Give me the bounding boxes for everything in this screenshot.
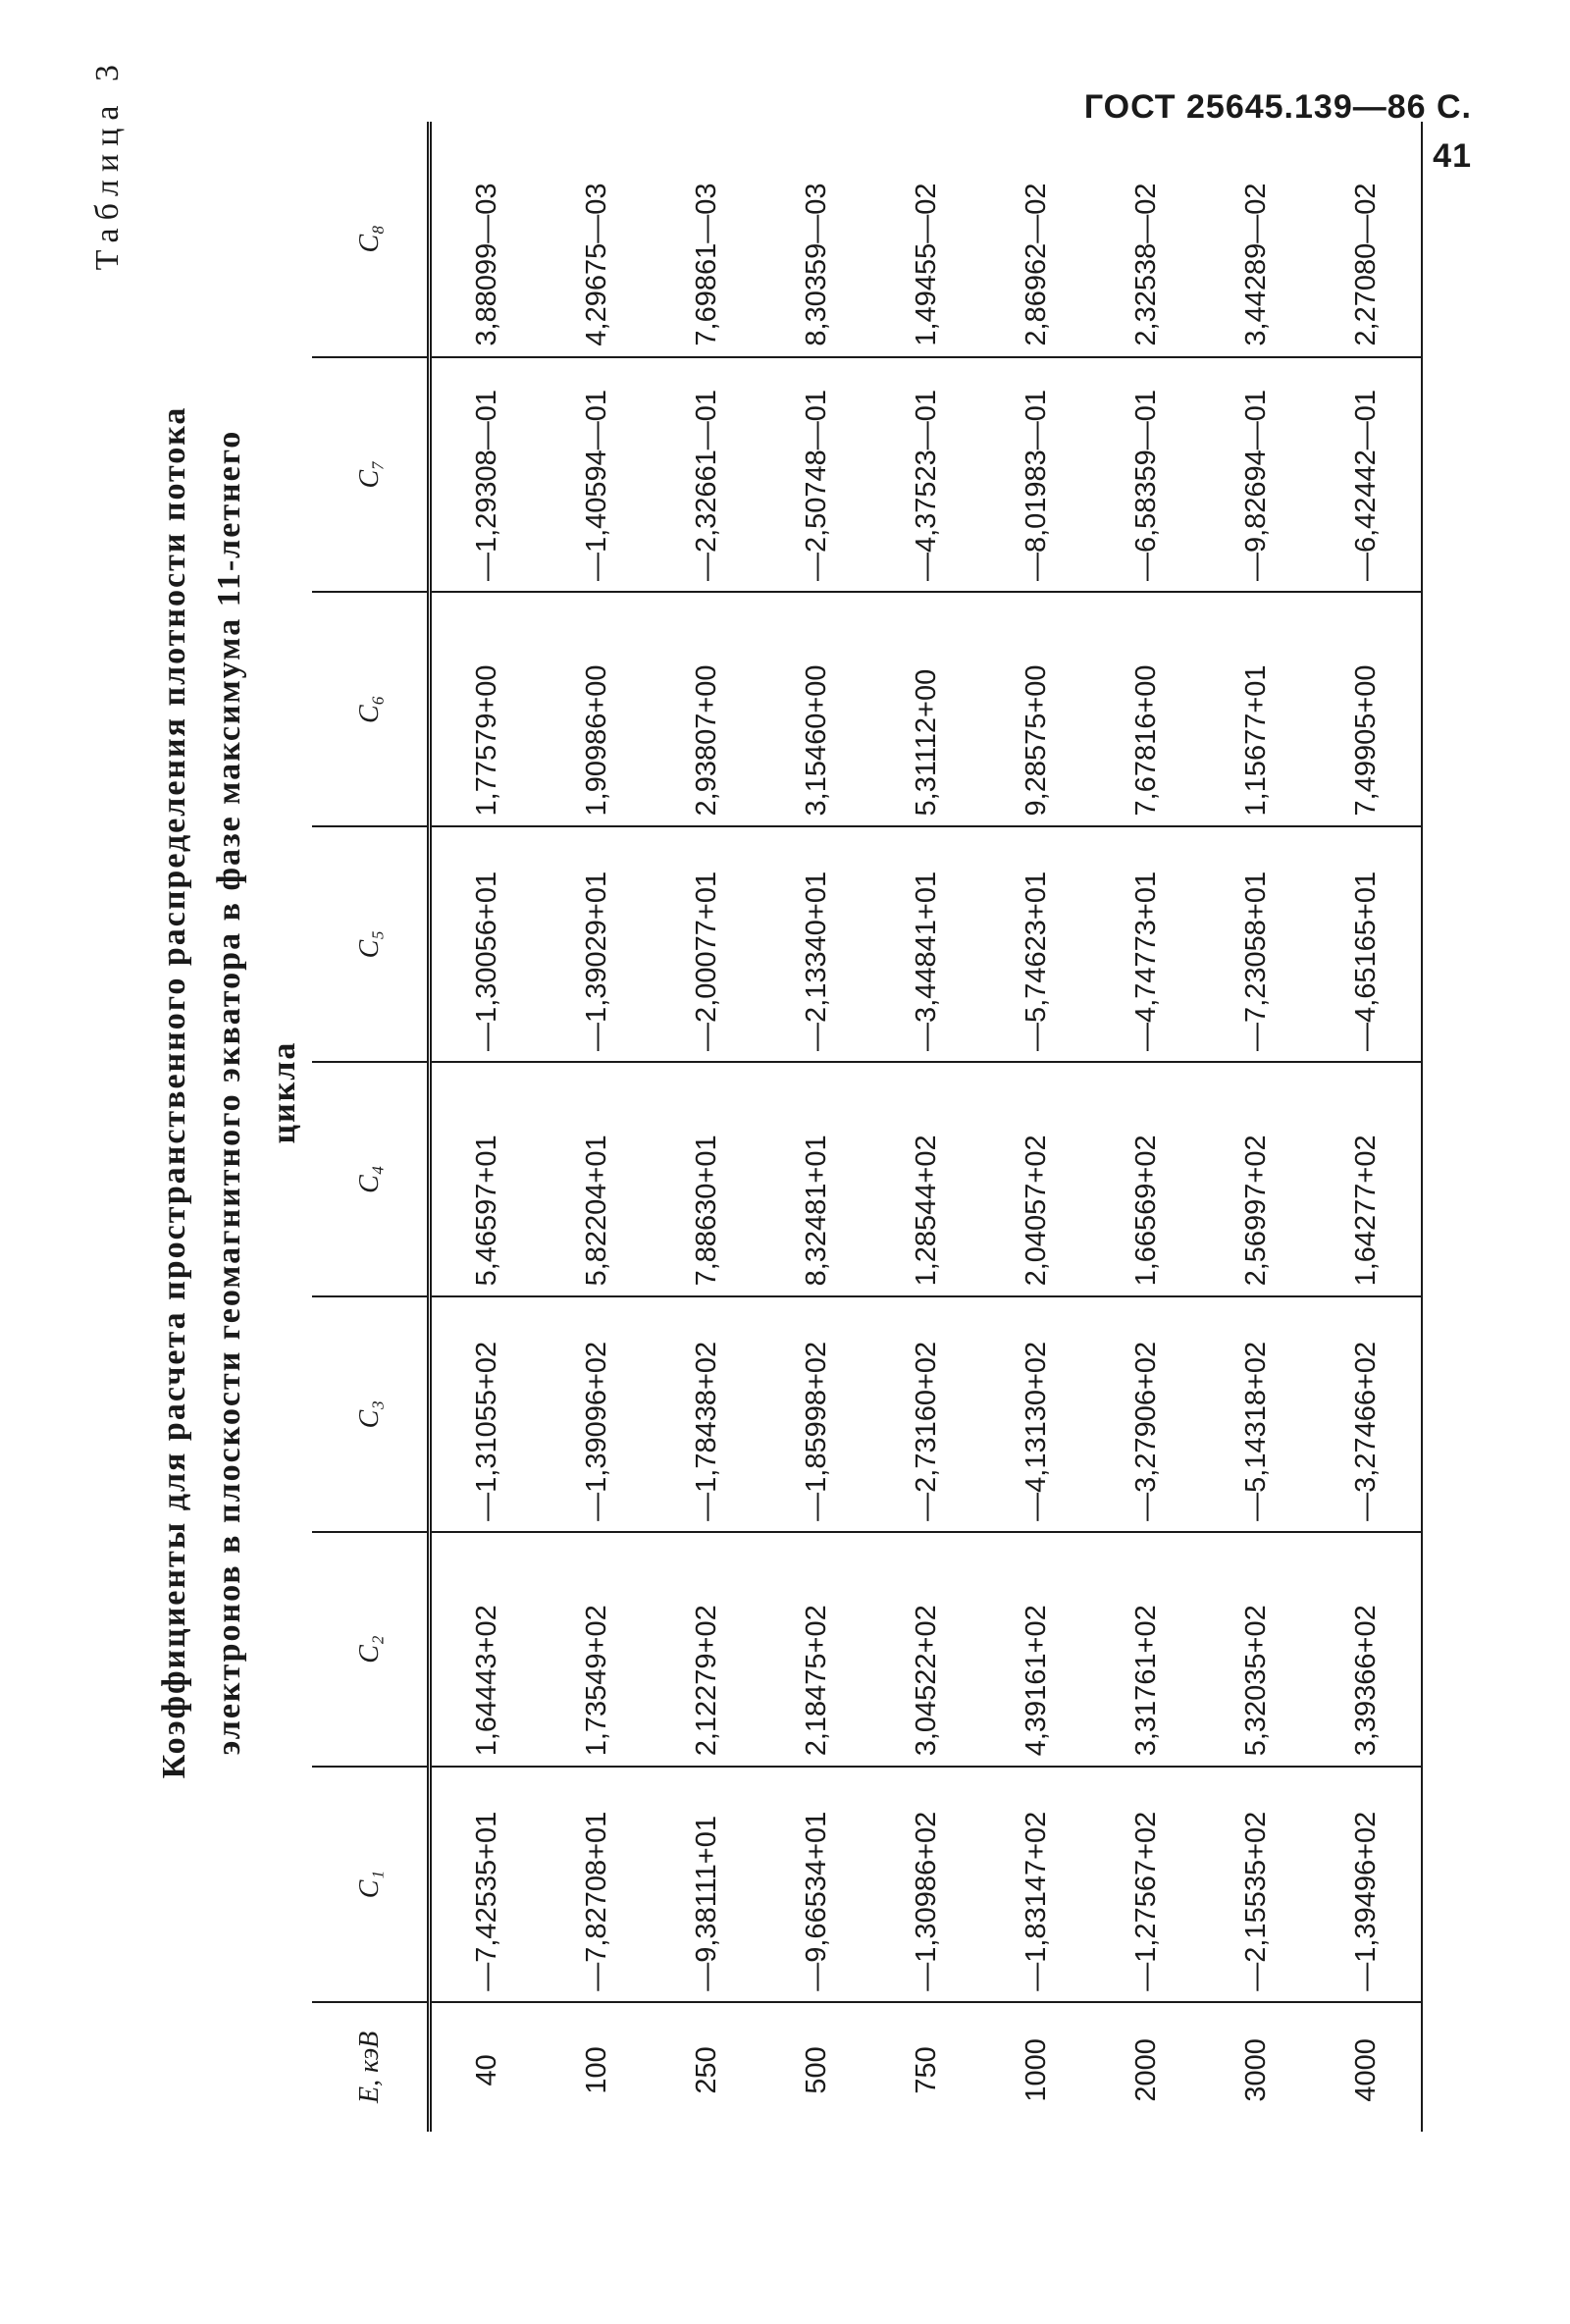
coef-cell: 3,44289—02 [1201,122,1311,357]
page-header-standard: ГОСТ 25645.139—86 С. 41 [1083,88,1472,175]
coef-cell: 5,46597+01 [430,1062,543,1296]
coef-cell: —5,14318+02 [1201,1296,1311,1531]
coef-cell: 1,28544+02 [871,1062,981,1296]
table-row [981,122,1091,2132]
coef-cell: 7,49905+00 [1311,592,1422,826]
coef-cell: —2,13340+01 [761,826,871,1061]
coef-cell: —7,42535+01 [430,1767,543,2001]
coef-cell: —2,00077+01 [652,826,761,1061]
coef-cell: —4,74773+01 [1091,826,1201,1061]
coef-column-header: C₂ [312,1532,430,1767]
coef-cell: —2,73160+02 [871,1296,981,1531]
coef-cell: —9,82694—01 [1201,357,1311,592]
table-row [761,122,871,2132]
coef-column-header: C₁ [312,1767,430,2001]
table-row [430,122,543,2132]
energy-cell: 250 [690,2046,722,2094]
coef-column-header: C₄ [312,1062,430,1296]
energy-cell: 3000 [1239,2038,1272,2102]
coef-column-header: C₅ [312,826,430,1061]
coef-column-header: C₈ [312,122,430,357]
energy-column-header: E, кэВ [312,2002,430,2132]
energy-cell: 40 [470,2054,502,2086]
coef-column-header: C₃ [312,1296,430,1531]
coef-cell: 7,88630+01 [652,1062,761,1296]
table-row [542,122,652,2132]
coef-cell: —1,39096+02 [542,1296,652,1531]
coef-cell: —8,01983—01 [981,357,1091,592]
coef-cell: 9,28575+00 [981,592,1091,826]
coef-column-header: C₆ [312,592,430,826]
coef-cell: —6,58359—01 [1091,357,1201,592]
coef-cell: —5,74623+01 [981,826,1091,1061]
coef-cell: —1,31055+02 [430,1296,543,1531]
table-row [871,122,981,2132]
coef-cell: 1,15677+01 [1201,592,1311,826]
coef-cell: 4,39161+02 [981,1532,1091,1767]
coef-cell: 2,93807+00 [652,592,761,826]
coef-cell: —7,23058+01 [1201,826,1311,1061]
coef-cell: 1,77579+00 [430,592,543,826]
coef-cell: 5,31112+00 [871,592,981,826]
coef-cell: —2,32661—01 [652,357,761,592]
coef-column-header: C₇ [312,357,430,592]
coef-cell: —1,30986+02 [871,1767,981,2001]
table-row [652,122,761,2132]
coef-cell: 2,56997+02 [1201,1062,1311,1296]
coefficients-table [312,122,1423,2132]
coef-cell: —1,85998+02 [761,1296,871,1531]
coef-cell: —1,27567+02 [1091,1767,1201,2001]
energy-cell: 750 [910,2046,942,2094]
coef-cell: —1,39029+01 [542,826,652,1061]
coef-cell: 8,30359—03 [761,122,871,357]
coef-cell: —1,30056+01 [430,826,543,1061]
coef-cell: —1,40594—01 [542,357,652,592]
coef-cell: —4,13130+02 [981,1296,1091,1531]
coef-cell: —7,82708+01 [542,1767,652,2001]
coef-cell: —2,15535+02 [1201,1767,1311,2001]
coef-cell: 2,32538—02 [1091,122,1201,357]
energy-cell: 2000 [1129,2038,1162,2102]
coef-cell: 1,73549+02 [542,1532,652,1767]
energy-cell: 4000 [1311,2002,1422,2132]
coef-cell: —6,42442—01 [1311,357,1422,592]
coef-cell: 3,88099—03 [430,122,543,357]
coef-cell: 7,67816+00 [1091,592,1201,826]
coef-cell: 1,64277+02 [1311,1062,1422,1296]
table-row [1091,122,1201,2132]
table-row [1311,122,1422,2132]
coef-cell: 5,32035+02 [1201,1532,1311,1767]
energy-cell: 1000 [1020,2038,1052,2102]
coef-cell: —1,78438+02 [652,1296,761,1531]
coef-cell: 1,66569+02 [1091,1062,1201,1296]
coef-cell: —4,37523—01 [871,357,981,592]
coef-cell: 1,49455—02 [871,122,981,357]
table-label: Таблица 3 [89,57,126,271]
coef-cell: —9,66534+01 [761,1767,871,2001]
coef-cell: 8,32481+01 [761,1062,871,1296]
table-body [430,122,1423,2132]
table-title: Коэффициенты для расчета пространственного распределения плотности потока электронов в плоскости геомагнитного экватора в фазе максимума 11-летнего цикла [156,405,302,1779]
coef-cell: 1,90986+00 [542,592,652,826]
coef-cell: —1,29308—01 [430,357,543,592]
coef-cell: 2,04057+02 [981,1062,1091,1296]
coef-cell: 2,86962—02 [981,122,1091,357]
coef-cell: 2,27080—02 [1311,122,1422,357]
coef-cell: —3,27906+02 [1091,1296,1201,1531]
coef-cell: —9,38111+01 [652,1767,761,2001]
energy-cell: 500 [800,2046,832,2094]
coef-cell: 1,64443+02 [430,1532,543,1767]
table-header-row [312,122,430,2132]
coef-cell: —4,65165+01 [1311,826,1422,1061]
table-row [1201,122,1311,2132]
energy-cell: 100 [580,2046,612,2094]
coef-cell: 4,29675—03 [542,122,652,357]
coef-cell: —3,44841+01 [871,826,981,1061]
coef-cell: 3,15460+00 [761,592,871,826]
coef-cell: 2,12279+02 [652,1532,761,1767]
coef-cell: —2,50748—01 [761,357,871,592]
coef-cell: 2,18475+02 [761,1532,871,1767]
coef-cell: 3,04522+02 [871,1532,981,1767]
coef-cell: —1,83147+02 [981,1767,1091,2001]
coef-cell: 3,39366+02 [1311,1532,1422,1767]
coef-cell: 5,82204+01 [542,1062,652,1296]
coef-cell: 7,69861—03 [652,122,761,357]
coef-cell: 3,31761+02 [1091,1532,1201,1767]
coef-cell: —1,39496+02 [1311,1767,1422,2001]
coef-cell: —3,27466+02 [1311,1296,1422,1531]
